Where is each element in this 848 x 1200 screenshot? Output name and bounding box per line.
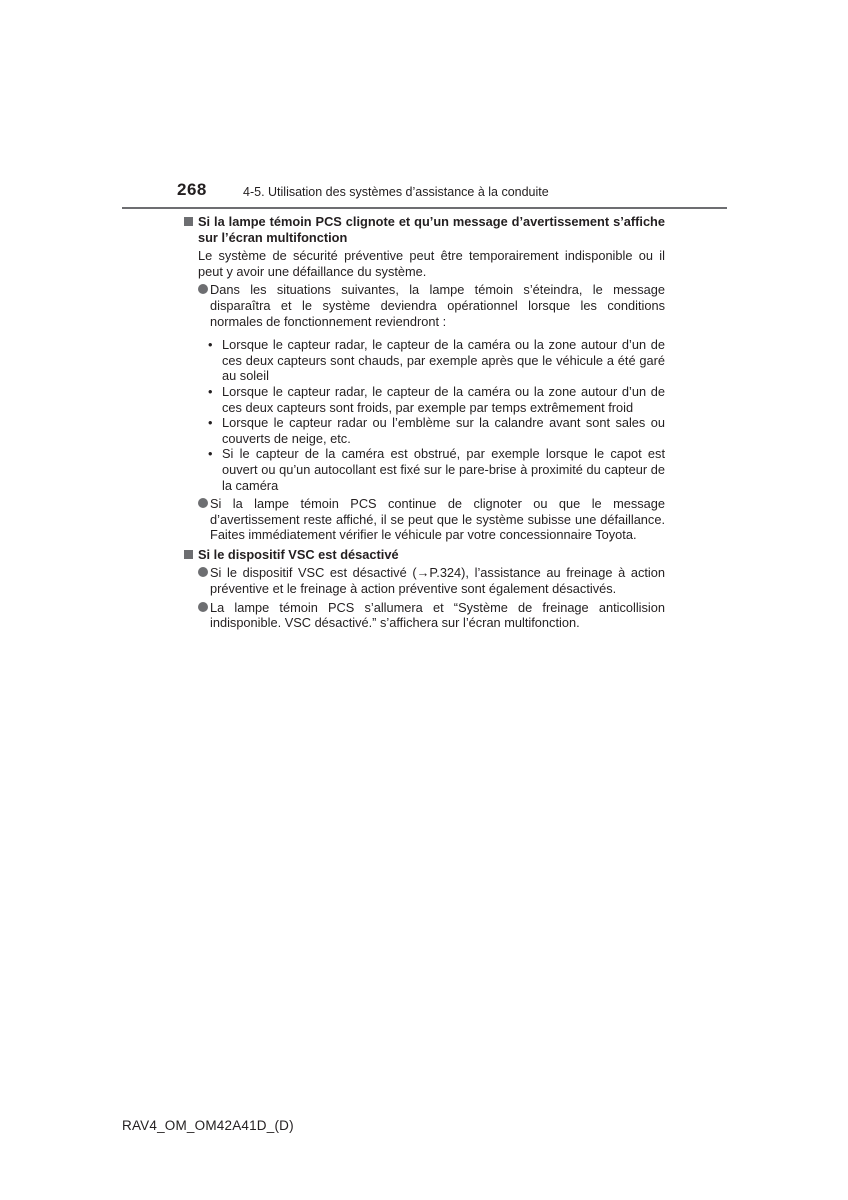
sub-list-item — [183, 384, 665, 415]
page-content — [183, 214, 665, 631]
heading-text: Si la lampe témoin PCS clignote et qu’un message d’avertissement s’affiche sur l’écran multifonction — [198, 214, 665, 245]
list-item — [183, 282, 665, 329]
sub-list-item — [183, 446, 665, 493]
heading-vsc-off — [183, 547, 665, 563]
list-item — [183, 600, 665, 631]
sub-list-item-text: Lorsque le capteur radar, le capteur de la caméra ou la zone autour d’un de ces deux capteurs sont froids, par exemple par temps extrêmement froid — [222, 383, 665, 415]
circle-bullet-icon — [198, 284, 208, 294]
header-rule — [122, 207, 727, 209]
circle-bullet-icon — [198, 567, 208, 577]
list-item — [183, 565, 665, 596]
footer-code: RAV4_OM_OM42A41D_(D) — [122, 1118, 294, 1133]
list-item-text: Si la lampe témoin PCS continue de clignoter ou que le message d’avertissement reste affiché, il se peut que le système subisse une défaillance. Faites immédiatement vérifier le véhicule par votre concessionnaire Toyota. — [210, 496, 665, 543]
circle-bullet-icon — [198, 498, 208, 508]
bullet-icon: • — [208, 383, 213, 399]
list-item-text: La lampe témoin PCS s’allumera et “Système de freinage anticollision indisponible. VSC désactivé.” s’affichera sur l’écran multifonction. — [210, 599, 665, 631]
list-item-text-before: Si le dispositif VSC est désactivé ( — [210, 565, 417, 581]
heading-pcs-warning — [183, 214, 665, 245]
sub-list — [183, 337, 665, 493]
list-item-text: Dans les situations suivantes, la lampe témoin s’éteindra, le message disparaîtra et le système deviendra opérationnel lorsque les conditions normales de fonctionnement reviendront : — [210, 282, 665, 329]
section-title: 4-5. Utilisation des systèmes d’assistance à la conduite — [243, 185, 549, 199]
list-item — [183, 496, 665, 543]
right-arrow-icon: → — [416, 565, 430, 581]
sub-list-item — [183, 337, 665, 384]
sub-list-item — [183, 415, 665, 446]
sub-list-item-text: Si le capteur de la caméra est obstrué, par exemple lorsque le capot est ouvert ou qu’un autocollant est fixé sur le pare-brise à proximité du capteur de la caméra — [222, 446, 665, 493]
square-bullet-icon — [184, 217, 193, 226]
list-item-text-after: ), l’assistance au freinage à action préventive et le freinage à action préventive sont également désactivés. — [210, 565, 665, 597]
page-reference-link[interactable]: P.324 — [429, 565, 462, 581]
bullet-icon: • — [208, 446, 213, 462]
bullet-icon: • — [208, 415, 213, 431]
sub-list-item-text: Lorsque le capteur radar ou l’emblème sur la calandre avant sont sales ou couverts de neige, etc. — [222, 415, 665, 446]
bullet-icon: • — [208, 337, 213, 353]
paragraph-intro: Le système de sécurité préventive peut être temporairement indisponible ou il peut y avoir une défaillance du système. — [198, 248, 665, 279]
circle-bullet-icon — [198, 602, 208, 612]
heading-text: Si le dispositif VSC est désactivé — [198, 546, 399, 562]
page-number: 268 — [177, 180, 207, 199]
sub-list-item-text: Lorsque le capteur radar, le capteur de la caméra ou la zone autour d’un de ces deux capteurs sont chauds, par exemple après que le véhicule a été garé au soleil — [222, 337, 665, 384]
square-bullet-icon — [184, 550, 193, 559]
